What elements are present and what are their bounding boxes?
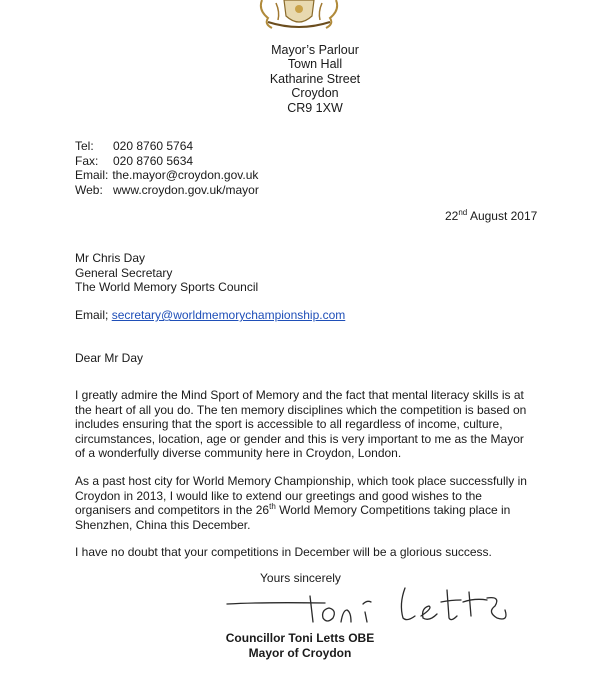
paragraph-line: of a wonderfully diverse community here in Croydon, London. [75,446,402,460]
body-paragraph-1 [75,388,560,461]
paragraph-line: circumstances, location, age or gender and this is very important to me as the Mayor [75,431,524,446]
fax-row [75,154,259,169]
signatory-title: Mayor of Croydon [248,646,352,660]
contact-block [75,139,259,197]
recipient-line: General Secretary [75,265,173,280]
paragraph-line: As a past host city for World Memory Championship, which took place successfully in [75,474,527,488]
letter-date [445,209,537,223]
ordinal-suffix: th [269,502,276,511]
recipient-block [75,251,258,295]
paragraph-line [75,503,560,518]
signatory-block [190,631,410,661]
recipient-email [75,308,345,322]
address-line: Mayor’s Parlour [271,43,359,57]
date-day: 22 [445,209,459,223]
paragraph-line: the heart of all you do. The ten memory disciplines which the competition is based on [75,402,527,417]
tel-row [75,139,259,154]
web-value: www.croydon.gov.uk/mayor [113,182,259,197]
recipient-line: The World Memory Sports Council [75,280,259,294]
email-label: Email: [75,168,109,182]
body-paragraph-2 [75,474,560,532]
recipient-line: Mr Chris Day [75,251,146,265]
web-label: Web: [75,182,103,197]
fax-value: 020 8760 5634 [113,153,194,168]
signatory-name: Councillor Toni Letts OBE [225,631,375,645]
address-line: CR9 1XW [287,100,343,115]
address-line: Katharine Street [269,71,361,86]
paragraph-text: World Memory Competitions taking place in [275,503,511,517]
tel-value: 020 8760 5764 [113,139,194,153]
web-row [75,183,259,198]
paragraph-text: organisers and competitors in the 26 [75,503,270,517]
date-rest: August 2017 [467,209,538,223]
paragraph-line: Shenzhen, China this December. [75,517,251,532]
paragraph-line: includes ensuring that the sport is accessible to all regardless of income, culture, [75,417,503,431]
tel-label: Tel: [75,139,94,153]
paragraph-line: I have no doubt that your competitions in December will be a glorious success. [75,545,492,559]
letterhead-address [240,43,390,115]
salutation: Dear Mr Day [75,351,144,365]
address-line: Croydon [291,86,339,101]
email-value: the.mayor@croydon.gov.uk [112,168,259,182]
paragraph-line: I greatly admire the Mind Sport of Memory and the fact that mental literacy skills is at [75,388,524,402]
recipient-email-link[interactable]: secretary@worldmemorychampionship.com [111,308,346,322]
recipient-email-label: Email; [75,308,112,322]
email-row [75,168,259,183]
fax-label: Fax: [75,153,99,168]
croydon-coat-of-arms-crest [254,0,344,30]
address-line: Town Hall [287,57,343,72]
date-suffix: nd [458,208,468,217]
paragraph-line: Croydon in 2013, I would like to extend our greetings and good wishes to the [75,488,482,503]
body-paragraph-3 [75,545,560,560]
closing: Yours sincerely [260,571,341,585]
handwritten-signature [225,582,515,630]
